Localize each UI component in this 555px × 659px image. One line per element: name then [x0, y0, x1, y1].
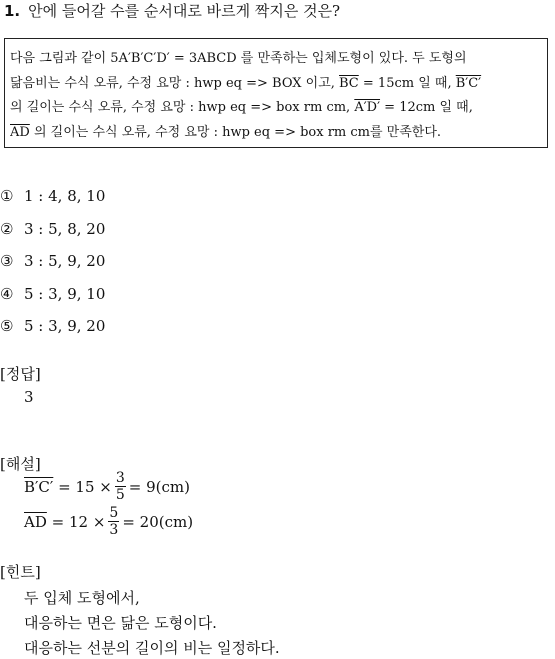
option-1[interactable] [0, 186, 105, 206]
segment-b-prime-c-prime: B′C′ [455, 75, 482, 91]
option-marker: ⑤ [0, 317, 14, 335]
answer-label: [정답] [0, 365, 41, 383]
problem-text: = 12cm 일 때, [380, 100, 473, 115]
equation-result: = 20(cm) [122, 512, 194, 531]
option-marker: ④ [0, 285, 14, 303]
hint-line-3: 대응하는 선분의 길이의 비는 일정하다. [24, 639, 280, 657]
problem-line-4 [10, 121, 543, 146]
segment-ad: $\overline{AD}$ [10, 124, 30, 140]
equation-text: = 12 × [46, 512, 106, 531]
problem-box [4, 38, 548, 148]
segment-ad: $\overline{AD}$ [24, 512, 47, 531]
problem-text: 의 길이는 수식 오류, 수정 요망 : hwp eq => box rm cm를 만족한다. [29, 124, 442, 140]
problem-line-1: 다음 그림과 같이 5A′B′C′D′ = 3ABCD 를 만족하는 입체도형이 있다. 두 도형의 [10, 51, 467, 66]
question-header [4, 1, 340, 21]
problem-text: 닮음비는 수식 오류, 수정 요망 : hwp eq => BOX 이고, [10, 75, 340, 91]
option-marker: ③ [0, 252, 14, 270]
solution-equation-2 [24, 505, 193, 545]
equation-result: = 9(cm) [128, 477, 190, 496]
solution-label: [해설] [0, 455, 41, 473]
option-2[interactable] [0, 219, 105, 239]
fraction [108, 505, 119, 538]
segment-bc: $\overline{BC}$ [339, 75, 359, 91]
problem-line-2 [10, 72, 543, 97]
hint-line-2: 대응하는 면은 닮은 도형이다. [24, 614, 217, 632]
option-text: 5 : 3, 9, 10 [24, 285, 106, 303]
option-marker: ② [0, 220, 14, 238]
hint-label: [힌트] [0, 563, 41, 581]
option-3[interactable] [0, 251, 105, 271]
question-text: 안에 들어갈 수를 순서대로 바르게 짝지은 것은? [28, 2, 341, 20]
option-5[interactable] [0, 316, 105, 336]
solution-equation-1 [24, 470, 190, 510]
option-text: 5 : 3, 9, 20 [24, 317, 106, 335]
hint-line-1: 두 입체 도형에서, [24, 589, 140, 607]
segment-b-prime-c-prime: B′C′ [24, 477, 54, 496]
equation-text: = 15 × [53, 477, 112, 496]
fraction-numerator: 5 [109, 505, 119, 521]
problem-text: = 15cm 일 때, [358, 75, 456, 91]
problem-text: 의 길이는 수식 오류, 수정 요망 : hwp eq => box rm cm, [10, 100, 355, 115]
option-text: 3 : 5, 9, 20 [24, 252, 106, 270]
option-text: 1 : 4, 8, 10 [24, 187, 106, 205]
problem-line-3 [10, 96, 543, 121]
fraction-denominator: 5 [115, 487, 125, 503]
segment-a-prime-d-prime: A′D′ [354, 100, 381, 115]
option-4[interactable] [0, 284, 105, 304]
option-text: 3 : 5, 8, 20 [24, 220, 106, 238]
fraction [115, 470, 126, 503]
question-number: 1. [4, 2, 21, 20]
fraction-numerator: 3 [115, 470, 125, 486]
answer-value: 3 [24, 388, 34, 406]
fraction-denominator: 3 [109, 522, 119, 538]
option-marker: ① [0, 187, 14, 205]
